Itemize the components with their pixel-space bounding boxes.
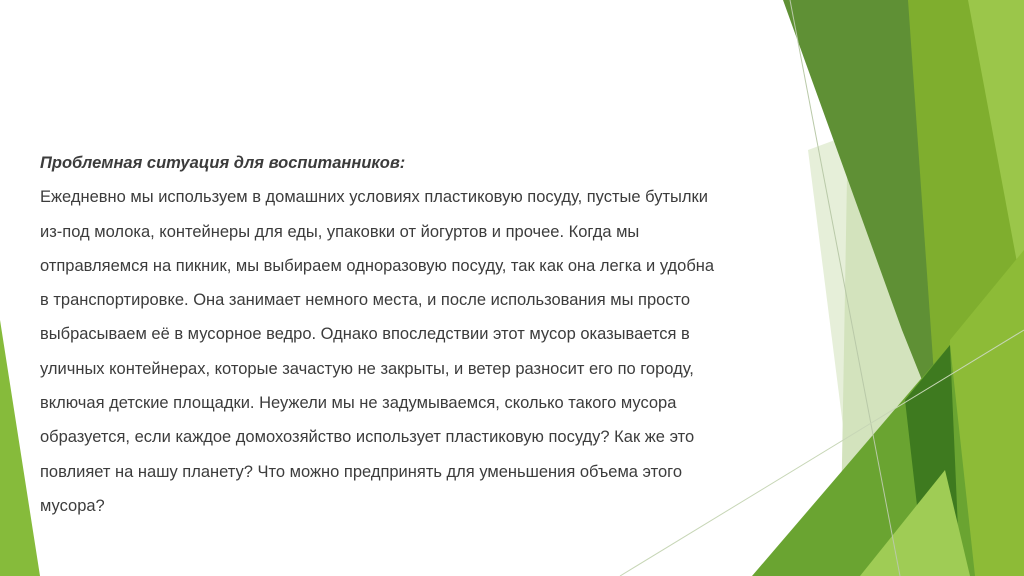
text-line: из-под молока, контейнеры для еды, упаковки от йогуртов и прочее. Когда мы — [40, 222, 640, 241]
text-line: отправляемся на пикник, мы выбираем одноразовую посуду, так как она легка и удобна — [40, 256, 715, 275]
text-line: включая детские площадки. Неужели мы не задумываемся, сколько такого мусора — [40, 394, 677, 413]
problem-description — [40, 180, 840, 523]
text-line: уличных контейнерах, которые зачастую не закрыты, и ветер разносит его по городу, — [40, 359, 694, 378]
text-line: в транспортировке. Она занимает немного места, и после использования мы просто — [40, 291, 691, 310]
slide-heading: Проблемная ситуация для воспитанников: — [40, 154, 406, 172]
text-block — [40, 146, 840, 523]
text-line: повлияет на нашу планету? Что можно предпринять для уменьшения объема этого — [40, 462, 682, 481]
text-line: мусора? — [40, 496, 105, 515]
green-triangle-left — [0, 320, 40, 576]
text-line: образуется, если каждое домохозяйство использует пластиковую посуду? Как же это — [40, 428, 695, 447]
text-line: Ежедневно мы используем в домашних условиях пластиковую посуду, пустые бутылки — [40, 188, 708, 207]
text-line: выбрасываем её в мусорное ведро. Однако впоследствии этот мусор оказывается в — [40, 325, 690, 344]
